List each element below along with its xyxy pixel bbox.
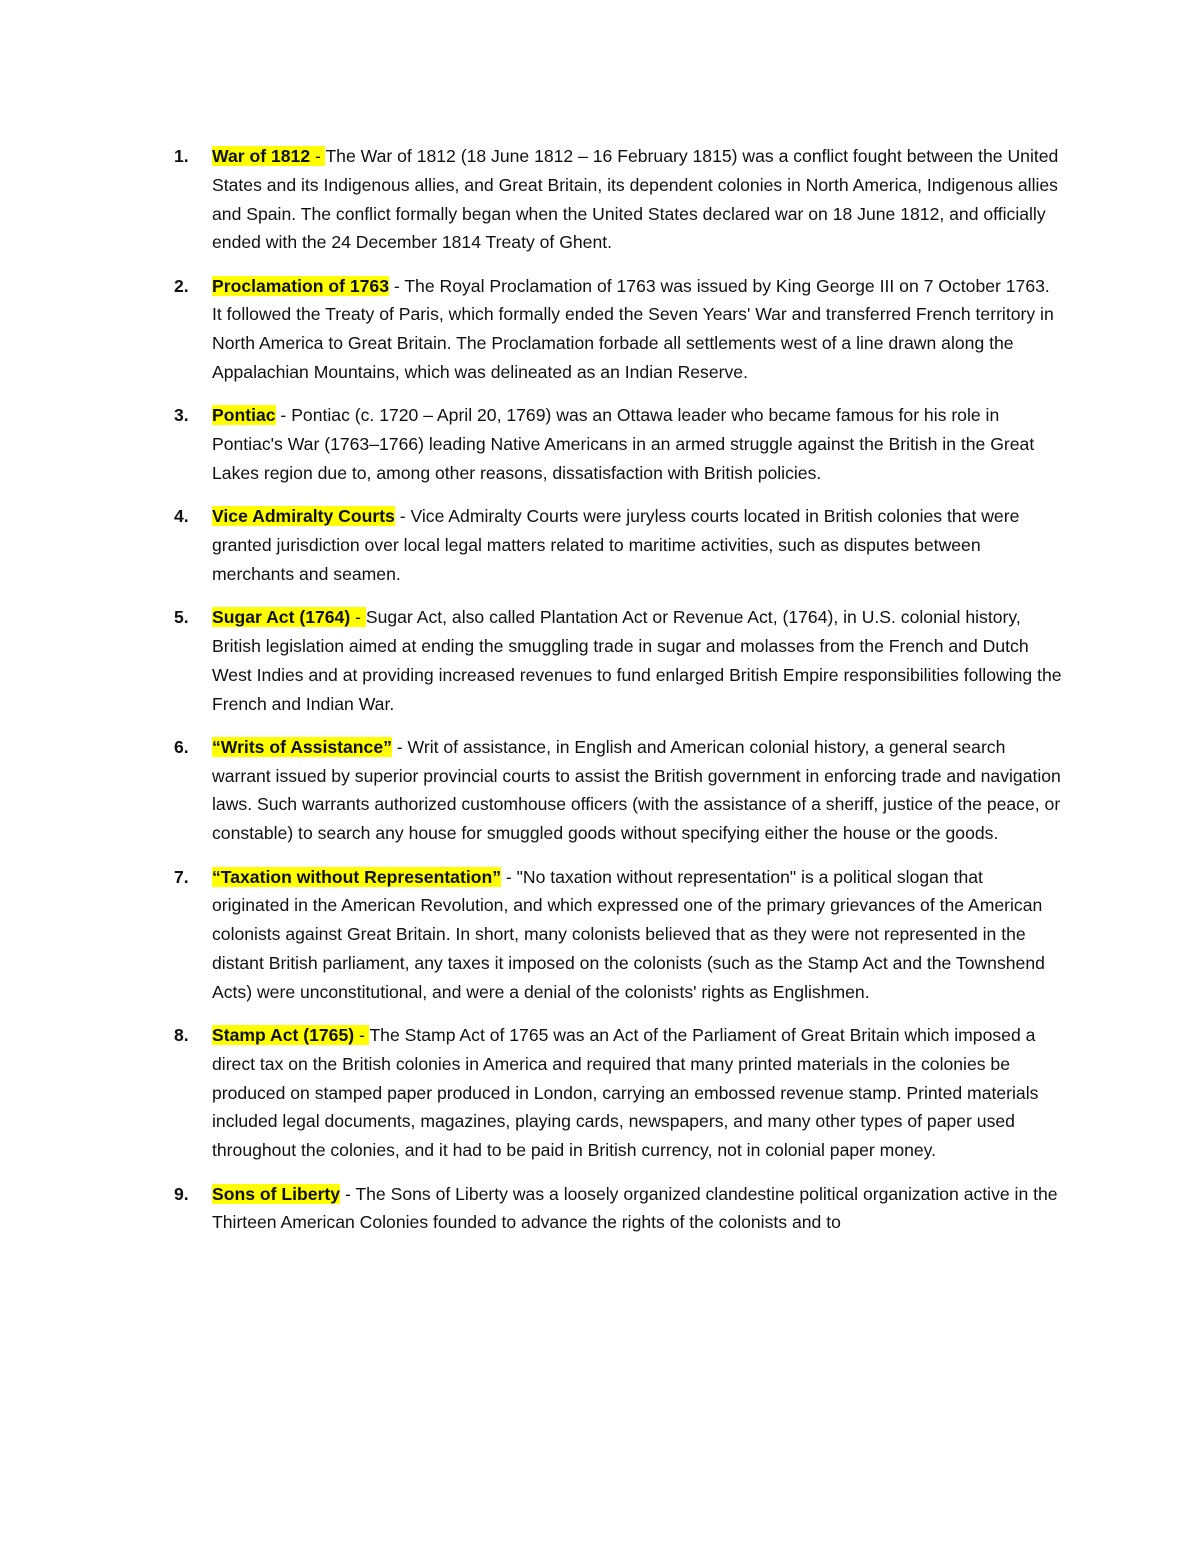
item-definition: The War of 1812 (18 June 1812 – 16 February 1815) was a conflict fought between the United States and its Indigenous allies, and Great Britain, its dependent colonies in North America, Indigenous allies and Spain. The conflict formally began when the United States declared war on 18 June 1812, and officially ended with the 24 December 1814 Treaty of Ghent.: [212, 146, 1059, 253]
item-separator: -: [394, 506, 411, 527]
list-item: [174, 863, 1064, 1007]
item-term: Vice Admiralty Courts: [212, 506, 395, 527]
item-separator: -: [388, 275, 405, 296]
item-definition: The Stamp Act of 1765 was an Act of the Parliament of Great Britain which imposed a direct tax on the British colonies in America and required that many printed materials in the colonies be produced on stamped paper produced in London, carrying an embossed revenue stamp. Printed materials included legal documents, magazines, playing cards, newspapers, and many other types of paper used throughout the colonies, and it had to be paid in British currency, not in colonial paper money.: [212, 1025, 1039, 1161]
item-number: 4.: [174, 506, 189, 527]
item-definition: Vice Admiralty Courts were juryless courts located in British colonies that were granted jurisdiction over local legal matters related to maritime activities, such as disputes between merchants and seamen.: [212, 506, 1020, 584]
item-number: 6.: [174, 736, 189, 757]
list-item: [174, 1180, 1064, 1238]
list-item: [174, 1021, 1064, 1165]
item-definition: The Sons of Liberty was a loosely organized clandestine political organization active in the Thirteen American Colonies founded to advance the rights of the colonists and to: [212, 1183, 1058, 1233]
item-term: War of 1812: [212, 146, 311, 166]
item-number: 7.: [174, 866, 189, 887]
item-term-separator: -: [350, 607, 366, 628]
item-separator: -: [275, 405, 292, 426]
item-separator: -: [340, 1183, 356, 1204]
item-definition: The Royal Proclamation of 1763 was issued by King George III on 7 October 1763. It followed the Treaty of Paris, which formally ended the Seven Years' War and transferred French territory in North America to Great Britain. The Proclamation forbade all settlements west of a line drawn along the Appalachian Mountains, which was delineated as an Indian Reserve.: [212, 275, 1054, 383]
item-term-separator: -: [354, 1025, 370, 1046]
item-term: Stamp Act (1765): [212, 1025, 355, 1046]
glossary-list: [174, 142, 1064, 1252]
item-definition: Writ of assistance, in English and American colonial history, a general search warrant issued by superior provincial courts to assist the British government in enforcing trade and navigation laws. Such warrants authorized customhouse officers (with the assistance of a sheriff, justice of the peace, or constable) to search any house for smuggled goods without specifying either the house or the goods.: [212, 736, 1061, 844]
list-item: [174, 502, 1064, 588]
item-number: 5.: [174, 607, 189, 628]
item-number: 9.: [174, 1183, 189, 1204]
list-item: [174, 401, 1064, 487]
item-term: “Writs of Assistance”: [212, 736, 392, 757]
list-item: [174, 272, 1064, 387]
item-definition: Pontiac (c. 1720 – April 20, 1769) was an Ottawa leader who became famous for his role in Pontiac's War (1763–1766) leading Native Americans in an armed struggle against the British in the Great Lakes region due to, among other reasons, dissatisfaction with British policies.: [212, 405, 1035, 483]
list-item: [174, 603, 1064, 718]
item-definition: Sugar Act, also called Plantation Act or Revenue Act, (1764), in U.S. colonial history, British legislation aimed at ending the smuggling trade in sugar and molasses from the French and Dutch West Indies and at providing increased revenues to fund enlarged British Empire responsibilities following the French and Indian War.: [212, 607, 1062, 714]
item-definition: "No taxation without representation" is a political slogan that originated in the American Revolution, and which expressed one of the primary grievances of the American colonists against Great Britain. In short, many colonists believed that as they were not represented in the distant British parliament, any taxes it imposed on the colonists (such as the Stamp Act and the Townshend Acts) were unconstitutional, and were a denial of the colonists' rights as Englishmen.: [212, 866, 1045, 1002]
item-term: Pontiac: [212, 405, 276, 426]
list-item: [174, 733, 1064, 848]
list-item: [174, 142, 1064, 257]
item-term: “Taxation without Representation”: [212, 866, 502, 887]
item-number: 1.: [174, 146, 189, 166]
item-term: Proclamation of 1763: [212, 275, 389, 296]
item-term-separator: -: [310, 146, 326, 166]
item-separator: -: [501, 866, 517, 887]
item-number: 2.: [174, 275, 189, 296]
item-separator: -: [391, 736, 408, 757]
item-term: Sons of Liberty: [212, 1183, 341, 1204]
item-term: Sugar Act (1764): [212, 607, 351, 628]
item-number: 8.: [174, 1025, 189, 1046]
item-number: 3.: [174, 405, 189, 426]
